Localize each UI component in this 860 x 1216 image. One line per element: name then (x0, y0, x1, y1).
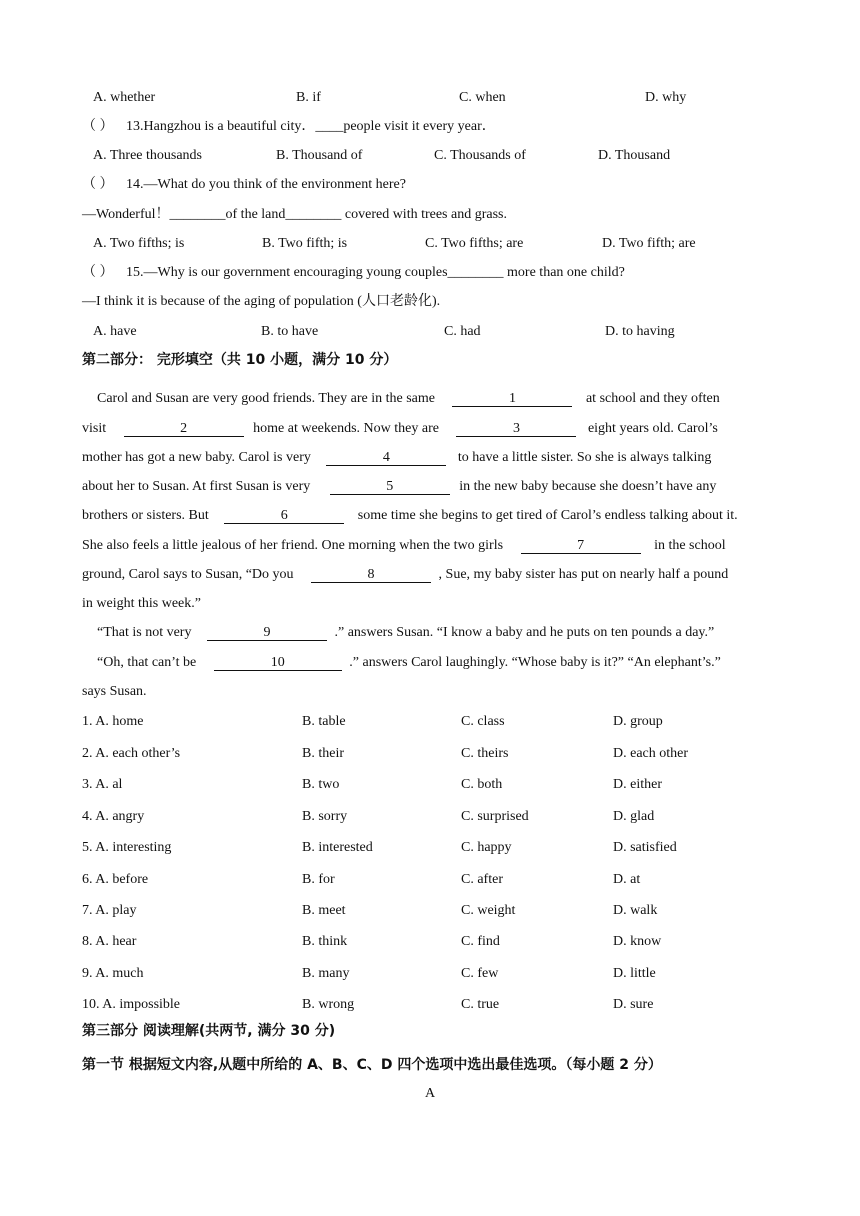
cloze-4-option-c: C. surprised (461, 809, 529, 824)
q13-option-b: B. Thousand of (276, 148, 363, 163)
q15-option-a: A. have (93, 324, 137, 339)
q12-option-b: B. if (296, 90, 321, 105)
cloze-10-option-c: C. true (461, 997, 500, 1012)
q14-answer-line: —Wonderful！________of the land________ covered with trees and grass. (82, 207, 507, 222)
q12-option-d: D. why (645, 90, 687, 105)
passage-line-7 (82, 566, 728, 584)
passage-text: ground, Carol says to Susan, “Do you (82, 567, 294, 582)
cloze-8-option-c: C. find (461, 934, 500, 949)
q13-option-a: A. Three thousands (93, 148, 202, 163)
cloze-5-option-c: C. happy (461, 840, 512, 855)
question-14 (82, 176, 406, 194)
passage-text: at school and they often (585, 391, 720, 406)
cloze-2-option-a: 2. A. each other’s (82, 746, 181, 761)
part3-heading: 第三部分 阅读理解(共两节, 满分 30 分) (82, 1023, 336, 1039)
passage-text: visit (82, 421, 107, 436)
passage-text: home at weekends. Now they are (253, 421, 439, 436)
cloze-3-option-d: D. either (613, 777, 662, 792)
cloze-1-option-d: D. group (613, 714, 663, 729)
passage-label: A (424, 1086, 436, 1101)
q14-option-b: B. Two fifth; is (262, 236, 348, 251)
answer-parenthesis: （ ） (82, 265, 114, 280)
blank-9: 9 (207, 625, 327, 641)
cloze-3-option-a: 3. A. al (82, 777, 123, 792)
q12-option-a: A. whether (93, 90, 156, 105)
cloze-8-option-b: B. think (302, 934, 348, 949)
question-number: 15. (126, 265, 144, 280)
cloze-5-option-d: D. satisfied (613, 840, 677, 855)
passage-line-9 (97, 624, 714, 642)
cloze-8-option-d: D. know (613, 934, 662, 949)
blank-7: 7 (521, 538, 641, 554)
cloze-1-option-a: 1. A. home (82, 714, 144, 729)
question-text: —What do you think of the environment here? (143, 177, 406, 192)
cloze-9-option-c: C. few (461, 966, 499, 981)
blank-5: 5 (330, 479, 450, 495)
passage-text: mother has got a new baby. Carol is very (82, 450, 311, 465)
blank-3: 3 (456, 421, 576, 437)
cloze-1-option-b: B. table (302, 714, 346, 729)
passage-line-2 (82, 420, 718, 438)
q15-option-c: C. had (444, 324, 481, 339)
cloze-7-option-d: D. walk (613, 903, 658, 918)
question-number: 14. (126, 177, 144, 192)
passage-text: brothers or sisters. But (82, 508, 209, 523)
blank-4: 4 (326, 450, 446, 466)
question-13 (82, 118, 496, 136)
q14-option-a: A. Two fifths; is (93, 236, 185, 251)
passage-text: eight years old. Carol’s (587, 421, 718, 436)
cloze-2-option-d: D. each other (613, 746, 689, 761)
passage-text: in the new baby because she doesn’t have any (459, 479, 717, 494)
passage-line-1 (97, 390, 720, 408)
passage-line-6 (82, 537, 726, 555)
blank-10: 10 (214, 655, 342, 671)
question-text: Hangzhou is a beautiful city．____people visit it every year． (143, 119, 496, 134)
passage-text: some time she begins to get tired of Carol’s endless talking about it. (357, 508, 738, 523)
passage-text: about her to Susan. At first Susan is very (82, 479, 311, 494)
cloze-7-option-a: 7. A. play (82, 903, 137, 918)
cloze-3-option-b: B. two (302, 777, 340, 792)
part3-section1-heading: 第一节 根据短文内容,从题中所给的 A、B、C、D 四个选项中选出最佳选项。（每小题 2 分） (82, 1057, 662, 1073)
cloze-1-option-c: C. class (461, 714, 505, 729)
cloze-6-option-d: D. at (613, 872, 641, 887)
passage-text: Carol and Susan are very good friends. They are in the same (97, 391, 435, 406)
q15-option-b: B. to have (261, 324, 319, 339)
cloze-2-option-c: C. theirs (461, 746, 509, 761)
cloze-4-option-d: D. glad (613, 809, 655, 824)
part2-heading: 第二部分： 完形填空（共 10 小题，满分 10 分） (82, 352, 398, 368)
answer-parenthesis: （ ） (82, 177, 114, 192)
passage-text: She also feels a little jealous of her friend. One morning when the two girls (82, 538, 504, 553)
cloze-3-option-c: C. both (461, 777, 503, 792)
cloze-7-option-b: B. meet (302, 903, 346, 918)
q13-option-c: C. Thousands of (434, 148, 526, 163)
q12-option-c: C. when (459, 90, 506, 105)
cloze-9-option-a: 9. A. much (82, 966, 144, 981)
cloze-10-option-d: D. sure (613, 997, 654, 1012)
cloze-2-option-b: B. their (302, 746, 344, 761)
cloze-10-option-b: B. wrong (302, 997, 355, 1012)
passage-line-4 (82, 478, 716, 496)
cloze-10-option-a: 10. A. impossible (82, 997, 181, 1012)
passage-line-5 (82, 507, 738, 525)
cloze-7-option-c: C. weight (461, 903, 516, 918)
blank-1: 1 (452, 391, 572, 407)
question-text: —Why is our government encouraging young couples________ more than one child? (143, 265, 625, 280)
passage-text: to have a little sister. So she is always talking (457, 450, 712, 465)
cloze-4-option-a: 4. A. angry (82, 809, 145, 824)
passage-text: .” answers Susan. “I know a baby and he puts on ten pounds a day.” (334, 625, 715, 640)
question-number: 13. (126, 119, 144, 134)
cloze-9-option-b: B. many (302, 966, 350, 981)
cloze-4-option-b: B. sorry (302, 809, 348, 824)
passage-line-8: in weight this week.” (82, 596, 201, 611)
answer-parenthesis: （ ） (82, 119, 114, 134)
passage-text: in the school (654, 538, 726, 553)
passage-text: .” answers Carol laughingly. “Whose baby is it?” “An elephant’s.” (349, 655, 721, 670)
cloze-6-option-c: C. after (461, 872, 503, 887)
cloze-9-option-d: D. little (613, 966, 656, 981)
passage-text: “Oh, that can’t be (97, 655, 197, 670)
passage-line-3 (82, 449, 711, 467)
passage-text: “That is not very (97, 625, 192, 640)
q14-option-d: D. Two fifth; are (602, 236, 696, 251)
q15-option-d: D. to having (605, 324, 675, 339)
q15-answer-line: —I think it is because of the aging of population (人口老龄化). (82, 294, 441, 309)
cloze-6-option-b: B. for (302, 872, 335, 887)
cloze-6-option-a: 6. A. before (82, 872, 149, 887)
cloze-5-option-b: B. interested (302, 840, 373, 855)
blank-6: 6 (224, 508, 344, 524)
blank-2: 2 (124, 421, 244, 437)
passage-line-11: says Susan. (82, 684, 147, 699)
passage-line-10 (97, 654, 721, 672)
cloze-8-option-a: 8. A. hear (82, 934, 137, 949)
cloze-5-option-a: 5. A. interesting (82, 840, 172, 855)
blank-8: 8 (311, 567, 431, 583)
passage-text: , Sue, my baby sister has put on nearly half a pound (438, 567, 729, 582)
q14-option-c: C. Two fifths; are (425, 236, 524, 251)
question-15 (82, 264, 625, 282)
q13-option-d: D. Thousand (598, 148, 671, 163)
